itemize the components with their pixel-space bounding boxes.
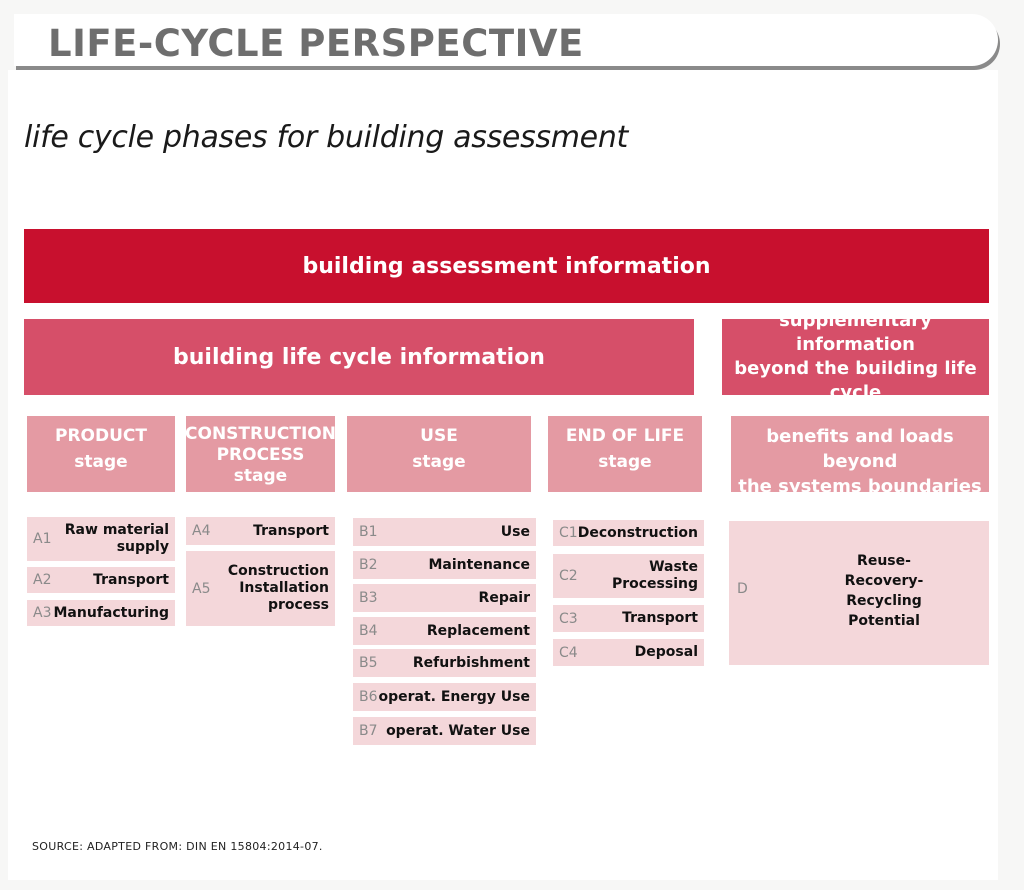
module-label: Transport [93, 571, 169, 588]
module-b7 [353, 717, 536, 745]
module-label: Reuse- Recovery- Recycling Potential [844, 553, 924, 629]
building-life-cycle-label: building life cycle information [173, 344, 545, 370]
module-label: Transport [253, 522, 329, 539]
module-a5 [186, 551, 335, 626]
module-code: B1 [359, 524, 378, 540]
stage-benefits-line2: the systems boundaries [738, 476, 982, 497]
stage-construction [186, 416, 335, 492]
module-b3 [353, 584, 536, 612]
module-code: B6 [359, 689, 378, 705]
module-code: A1 [33, 531, 52, 547]
module-label: Raw material supply [64, 522, 169, 555]
module-code: A2 [33, 572, 52, 588]
module-code: B4 [359, 623, 378, 639]
module-a4 [186, 517, 335, 545]
module-code: C3 [559, 610, 578, 627]
module-code: C2 [559, 568, 578, 584]
diagram-subtitle: life cycle phases for building assessment [24, 120, 628, 155]
module-label: Transport [622, 610, 698, 626]
stage-product [27, 416, 175, 492]
building-assessment-label: building assessment information [302, 253, 711, 279]
module-c4 [553, 639, 704, 666]
module-label: Waste Processing [611, 559, 698, 592]
stage-construction-line3: stage [233, 466, 288, 486]
module-b4 [353, 617, 536, 645]
stage-use [347, 416, 531, 492]
module-b1 [353, 518, 536, 546]
stage-benefits-line1: benefits and loads beyond [766, 426, 954, 472]
module-a1 [27, 517, 175, 561]
stage-product-line1: PRODUCT [55, 426, 147, 446]
source-note: SOURCE: ADAPTED FROM: DIN EN 15804:2014-07. [32, 840, 323, 853]
module-code: A3 [33, 605, 52, 621]
module-label: Manufacturing [53, 604, 169, 621]
page-title: LIFE-CYCLE PERSPECTIVE [48, 22, 584, 65]
stage-construction-line2: PROCESS [216, 445, 305, 465]
building-life-cycle-band [24, 319, 694, 395]
module-d [729, 521, 989, 665]
supplementary-label-line2: beyond the building life cycle [734, 358, 977, 403]
supplementary-label-line1: supplementary information [779, 310, 932, 355]
module-code: B7 [359, 723, 378, 739]
module-code: B5 [359, 655, 378, 671]
module-code: A4 [192, 523, 211, 539]
module-c1 [553, 520, 704, 546]
stage-construction-line1: CONSTRUCTION [185, 424, 336, 444]
stage-benefits-loads [731, 416, 989, 497]
supplementary-band [722, 310, 989, 403]
module-label: Construction Installation process [227, 563, 329, 613]
module-label: Deconstruction [577, 524, 698, 541]
module-label: Maintenance [428, 556, 530, 573]
module-a2 [27, 567, 175, 593]
module-label: Refurbishment [412, 654, 530, 671]
module-a3 [27, 600, 175, 626]
module-code: C4 [559, 644, 578, 661]
module-label: operat. Energy Use [378, 688, 530, 705]
stage-product-line2: stage [74, 452, 128, 472]
module-label: Use [500, 523, 530, 540]
module-label: Replacement [426, 622, 530, 639]
module-b6 [353, 683, 536, 711]
module-code: B2 [359, 557, 378, 573]
module-label: Deposal [634, 644, 698, 660]
title-banner [14, 14, 998, 66]
module-code: A5 [192, 580, 211, 597]
module-c3 [553, 605, 704, 632]
stage-use-line1: USE [420, 426, 458, 446]
stage-use-line2: stage [412, 452, 466, 472]
stage-end-of-life-line1: END OF LIFE [565, 426, 685, 446]
stage-end-of-life [548, 416, 702, 492]
module-c2 [553, 554, 704, 598]
module-b2 [353, 551, 536, 579]
stage-end-of-life-line2: stage [598, 452, 652, 472]
module-b5 [353, 649, 536, 677]
module-label: operat. Water Use [386, 722, 530, 739]
module-code: B3 [359, 590, 378, 606]
module-code: C1 [559, 525, 578, 541]
building-assessment-band [24, 229, 989, 303]
module-label: Repair [478, 589, 530, 606]
module-code: D [737, 581, 748, 597]
